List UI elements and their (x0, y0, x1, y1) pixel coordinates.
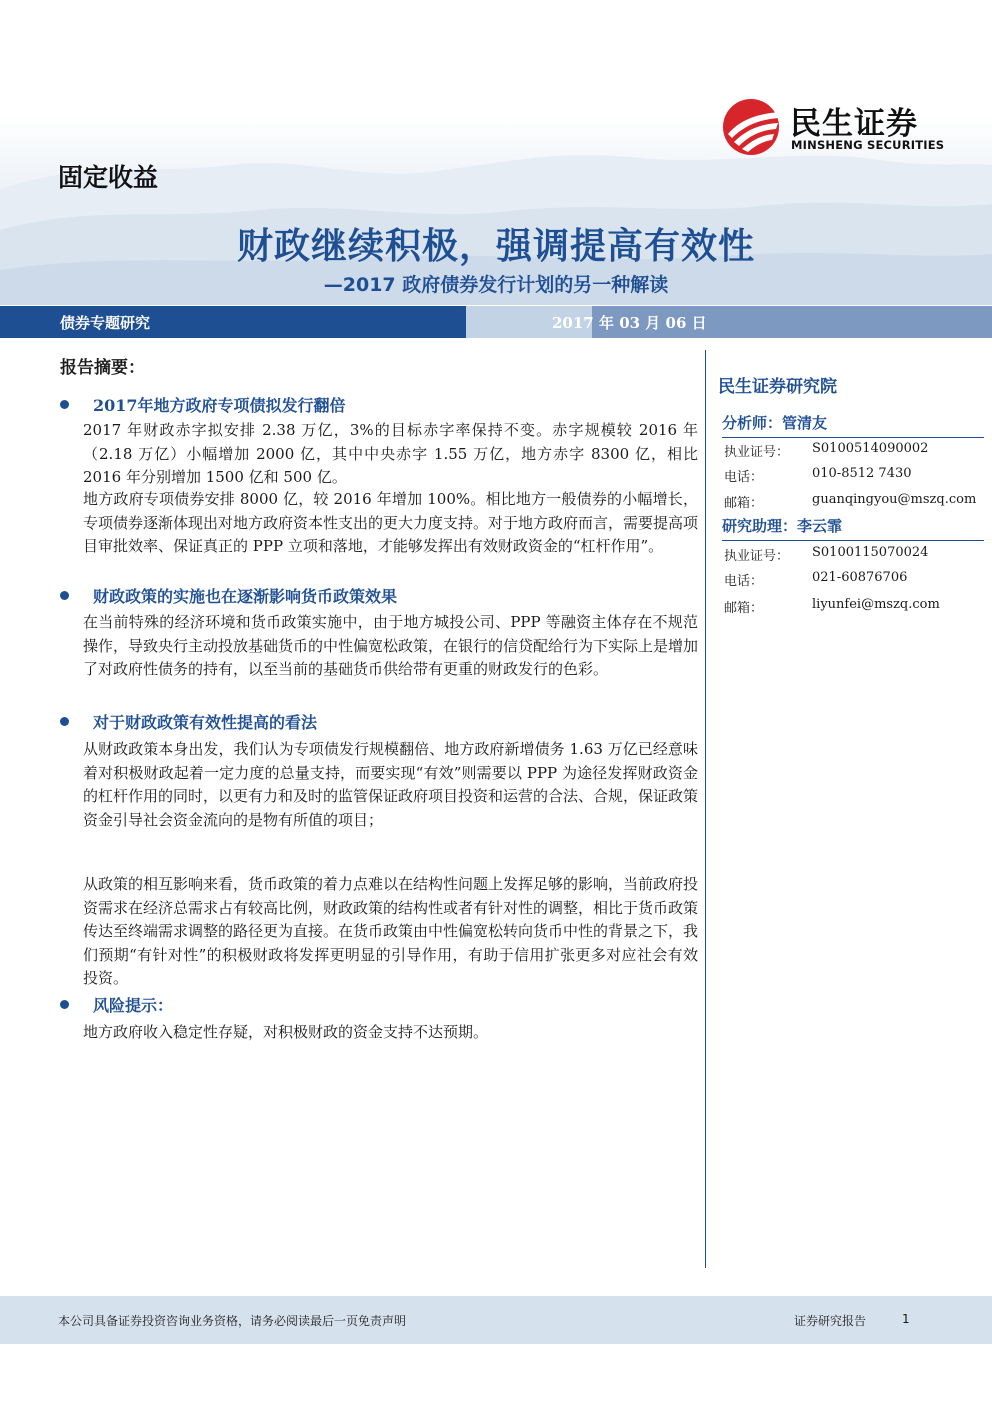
analyst-phone-row: 电话： 010-8512 7430 (724, 466, 912, 485)
analyst-email-row: 邮箱： guanqingyou@mszq.com (724, 492, 977, 511)
summary-paragraph: 从政策的相互影响来看，货币政策的着力点难以在结构性问题上发挥足够的影响，当前政府投资需求在经济总需求占有较高比例，财政政策的结构性或者有针对性的调整，相比于货币政策传达至终端需求调整的路径更为直接。在货币政策由中性偏宽松转向货币中性的背景之下，我们预期“有针对性”的积极财政将发挥更明显的引导作用，有助于信用扩张更多对应社会有效投资。 (83, 875, 699, 987)
analyst-email-link[interactable]: guanqingyou@mszq.com (812, 492, 977, 507)
footer-report-type: 证券研究报告 (794, 1314, 867, 1328)
company-logo (722, 98, 952, 158)
summary-heading: 报告摘要： (60, 358, 145, 378)
assistant-cert-row: 执业证号： S0100115070024 (724, 545, 929, 564)
category-bar (0, 306, 992, 338)
institute-name: 民生证券研究院 (718, 377, 837, 397)
summary-paragraph: 地方政府专项债券安排 8000 亿，较 2016 年增加 100%。相比地方一般债券的小幅增长，专项债券逐渐体现出对地方政府资本性支出的更大力度支持。对于地方政府而言，需要提高项目审批效率、保证真正的 PPP 立项和落地，才能够发挥出有效财政资金的“杠杆作用”。 (83, 490, 699, 555)
bullet-dot-icon (60, 400, 69, 409)
report-date: 2017 年 03 月 06 日 (552, 314, 707, 332)
report-category: 债券专题研究 (60, 314, 151, 332)
analyst-cert-row: 执业证号： S0100514090002 (724, 441, 929, 460)
summary-paragraph: 从财政政策本身出发，我们认为专项债发行规模翻倍、地方政府新增债务 1.63 万亿已经意味着对积极财政起着一定力度的总量支持，而要实现“有效”则需要以 PPP 为途径发挥财政资金的杠杆作用的同时，以更有力和及时的监管保证政府项目投资和运营的合法、合规，保证政策资金引导社会资金流向的是物有所值的项目； (83, 740, 699, 829)
minsheng-logo-icon (722, 98, 784, 156)
summary-paragraph: 2017 年财政赤字拟安排 2.38 万亿，3%的目标赤字率保持不变。赤字规模较 2016 年（2.18 万亿）小幅增加 2000 亿，其中中央赤字 1.55 万亿，地方赤字 8300 亿，相比 2016 年分别增加 1500 亿和 500 亿。 (83, 421, 698, 486)
assistant-heading: 研究助理：李云霏 (722, 515, 984, 541)
logo-english-name: MINSHENG SECURITIES (791, 138, 945, 152)
bullet-dot-icon (60, 591, 69, 600)
footer-disclaimer: 本公司具备证券投资咨询业务资格，请务必阅读最后一页免责声明 (58, 1314, 407, 1328)
page-footer (0, 1296, 992, 1344)
analyst-heading: 分析师：管清友 (722, 412, 984, 438)
report-title: 财政继续积极，强调提高有效性 (236, 226, 755, 267)
assistant-email-row: 邮箱： liyunfei@mszq.com (724, 597, 940, 616)
page-number: 1 (902, 1312, 910, 1326)
assistant-phone-row: 电话： 021-60876706 (724, 570, 908, 589)
summary-section: 报告摘要： 2017年地方政府专项债拟发行翻倍 2017 年财政赤字拟安排 2.38 万亿，3%的目标赤字率保持不变。赤字规模较 2016 年（2.18 万亿）小幅增加 2000 亿，其中中央赤字 1.55 万亿，地方赤字 8300 亿，相比 2016 年分别增加 1500 亿和 500 亿。 地方政府专项债券安排 8000 亿，较 2016 年增加 100%。相比地方一般债券的小幅增长，专项债券逐渐体现出对地方政府资本性支出的更大力度支持。对于地方政府而言，需要提高项目审批效率、保证真正的 PPP 立项和落地，才能够发挥出有效财政资金的“杠杆作用”。 财政政策的实施也在逐渐影响货币政策效果 在当前特殊的经济环境和货币政策实施中，由于地方城投公司、PPP 等融资主体存在不规范操作，导致央行主动投放基础货币的中性偏宽松政策，在银行的信贷配给行为下实际上是增加了对政府性债务的持有，以至当前的基础货币供给带有更重的财政发行的色彩。 对于财政政策有效性提高的看法 从财政政策本身出发，我们认为专项债发行规模翻倍、地方政府新增债务 1.63 万亿已经意味着对积极财政起着一定力度的总量支持，而要实现“有效”则需要以 PPP 为途径发挥财政资金的杠杆作用的同时，以更有力和及时的监管保证政府项目投资和运营的合法、合规，保证政策资金引导社会资金流向的是物有所值的项目； 从政策的相互影响来看，货币政策的着力点难以在结构性问题上发挥足够的影响，当前政府投资需求在经济总需求占有较高比例，财政政策的结构性或者有针对性的调整，相比于货币政策传达至终端需求调整的路径更为直接。在货币政策由中性偏宽松转向货币中性的背景之下，我们预期“有针对性”的积极财政将发挥更明显的引导作用，有助于信用扩张更多对应社会有效投资。 风险提示： 地方政府收入稳定性存疑，对积极财政的资金支持不达预期。 (0, 338, 704, 1268)
header-banner (0, 0, 992, 305)
logo-chinese-name: 民生证券 (790, 106, 918, 142)
section-label: 固定收益 (58, 163, 159, 192)
bullet-dot-icon (60, 1000, 69, 1009)
summary-paragraph: 地方政府收入稳定性存疑，对积极财政的资金支持不达预期。 (83, 1023, 489, 1041)
summary-paragraph: 在当前特殊的经济环境和货币政策实施中，由于地方城投公司、PPP 等融资主体存在不规范操作，导致央行主动投放基础货币的中性偏宽松政策，在银行的信贷配给行为下实际上是增加了对政府性债务的持有，以至当前的基础货币供给带有更重的财政发行的色彩。 (83, 613, 699, 678)
report-subtitle: —2017 政府债券发行计划的另一种解读 (323, 274, 669, 296)
assistant-email-link[interactable]: liyunfei@mszq.com (812, 597, 940, 612)
column-divider (705, 350, 706, 1268)
bullet-dot-icon (60, 717, 69, 726)
